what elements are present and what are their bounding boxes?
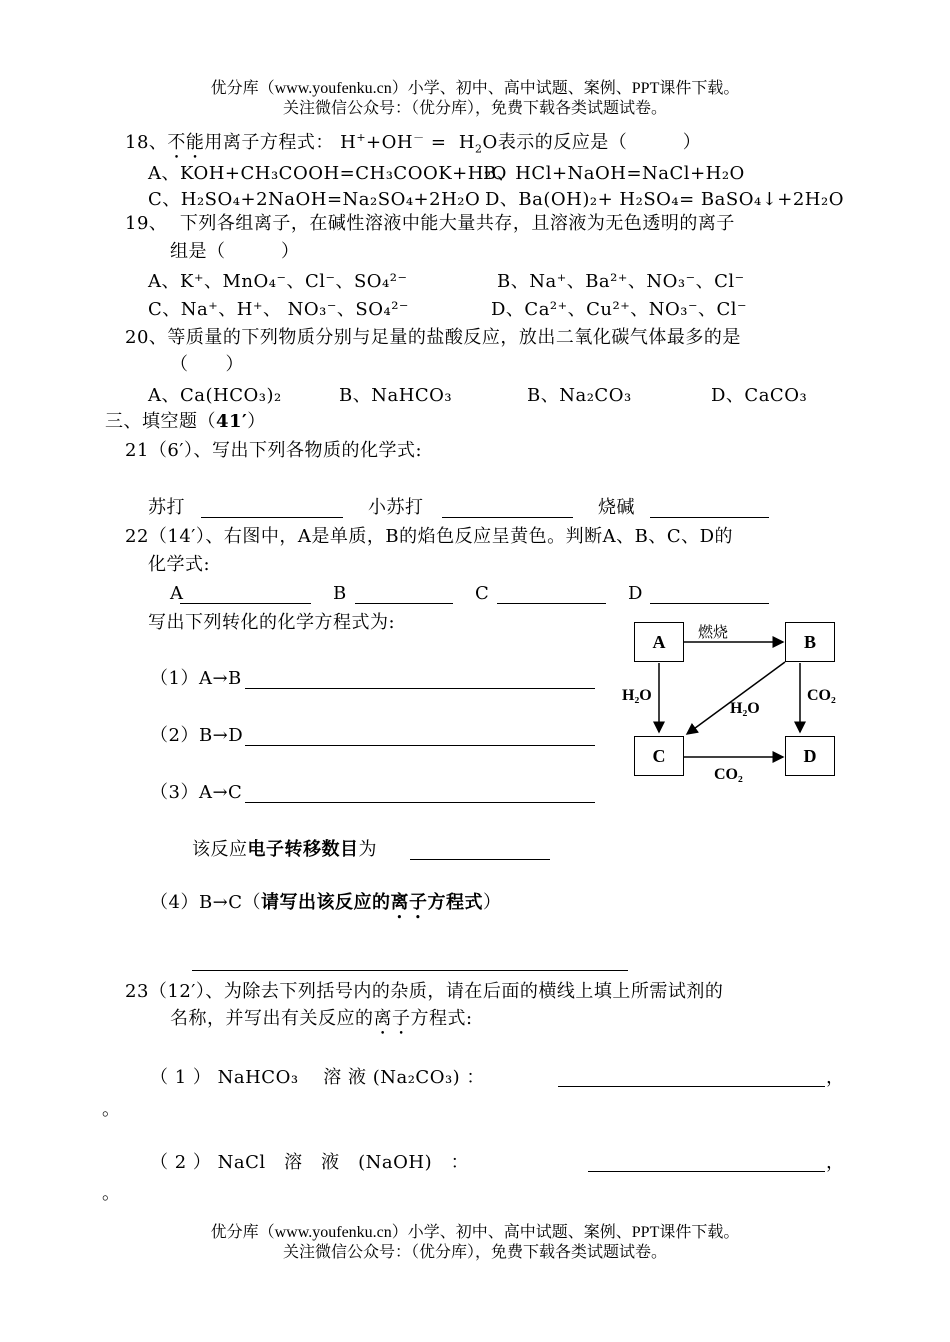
q22-blank-a[interactable] [180, 603, 311, 604]
q22-blank-item-2[interactable] [245, 745, 595, 746]
q23-stem-2-pre: 名称，并写出有关反应的 [170, 1008, 374, 1029]
q23-item-2-comma: ， [826, 1152, 845, 1173]
q19-stem-text: 下列各组离子，在碱性溶液中能大量共存，且溶液为无色透明的离子 [179, 213, 735, 234]
q19-option-c: C、Na⁺、H⁺、 NO₃⁻、SO₄²⁻ [148, 299, 409, 320]
header-line-2: 关注微信公众号：（优分库），免费下载各类试题试卷。 [282, 100, 667, 117]
q18-stem-tail: 表示的反应是（ ） [497, 132, 702, 153]
q20-stem-text: 等质量的下列物质分别与足量的盐酸反应，放出二氧化碳气体最多的是 [167, 327, 741, 348]
q20-num: 20、 [125, 327, 168, 348]
q18-num: 18、 [125, 132, 168, 153]
q19-option-b: B、Na⁺、Ba²⁺、NO₃⁻、Cl⁻ [497, 271, 745, 292]
q19-stem-2: 组是（ ） [170, 241, 300, 262]
q22-item-2: （2）B→D [150, 725, 244, 746]
label-h2o-diagonal: H₂O [730, 700, 760, 717]
q18-option-c: C、H₂SO₄+2NaOH=Na₂SO₄+2H₂O [148, 189, 481, 210]
q22-blank-electron[interactable] [410, 859, 550, 860]
q23-item-1-comma: ， [826, 1067, 845, 1088]
q22-stem-2: 化学式: [148, 554, 211, 575]
section-3-title-post: ） [247, 411, 266, 432]
section-3-title [105, 410, 266, 434]
diagram-box-c: C [634, 736, 684, 776]
q21-label-baking-soda: 小苏打 [368, 497, 424, 518]
q22-item-4-pre: （4）B→C（ [150, 892, 262, 913]
q19-option-d: D、Ca²⁺、Cu²⁺、NO₃⁻、Cl⁻ [491, 299, 747, 320]
q21-label-soda: 苏打 [148, 497, 185, 518]
q19-option-a: A、K⁺、MnO₄⁻、Cl⁻、SO₄²⁻ [148, 271, 408, 292]
q18-option-d: D、Ba(OH)₂+ H₂SO₄= BaSO₄↓+2H₂O [485, 189, 844, 210]
q22-blank-item-3[interactable] [245, 802, 595, 803]
q22-label-b: B [333, 583, 347, 604]
header-line-1: 优分库（www.youfenku.cn）小学、初中、高中试题、案例、PPT课件下载。 [210, 80, 740, 97]
q22-electron-line [192, 838, 377, 862]
q18-option-a: A、KOH+CH₃COOH=CH₃COOK+H₂O [148, 163, 507, 184]
q22-blank-d[interactable] [650, 603, 769, 604]
q22-item-3: （3）A→C [150, 782, 243, 803]
q21-stem: 21（6′）、写出下列各物质的化学式: [125, 440, 423, 461]
q20-stem-1 [125, 326, 741, 350]
q20-option-c: B、Na₂CO₃ [527, 385, 632, 406]
footer-line-1: 优分库（www.youfenku.cn）小学、初中、高中试题、案例、PPT课件下载。 [210, 1224, 740, 1241]
q22-blank-c[interactable] [497, 603, 606, 604]
diagram-box-a: A [634, 622, 684, 662]
q22-item-4-bold-1: 请写出该反应的 [261, 892, 391, 913]
q22-blank-b[interactable] [355, 603, 453, 604]
q20-option-d: D、CaCO₃ [711, 385, 808, 406]
q22-prompt: 写出下列转化的化学方程式为: [148, 612, 396, 633]
q22-item-4-bold-2: 方程式 [427, 892, 484, 913]
q22-electron-bold: 电子转移数目 [247, 839, 359, 860]
q22-electron-post: 为 [358, 839, 377, 860]
q23-stem-2-post: 方程式: [410, 1008, 473, 1029]
q22-item-4-emphasis: 离子 [390, 892, 428, 913]
q18-stem [125, 131, 701, 163]
q22-stem-1: 22（14′）、右图中，A是单质，B的焰色反应呈黄色。判断A、B、C、D的 [125, 526, 734, 547]
q18-emphasis: 不能 [167, 132, 205, 153]
q21-label-caustic-soda: 烧碱 [598, 497, 635, 518]
section-3-title-pre: 三、填空题（ [105, 411, 216, 432]
q23-item-2-period: 。 [102, 1183, 121, 1204]
q22-blank-item-4[interactable] [192, 970, 628, 971]
q19-num: 19、 [125, 213, 168, 234]
label-co2-right: CO₂ [807, 687, 836, 704]
q22-item-1: （1）A→B [150, 668, 242, 689]
q23-item-2: （ 2 ） NaCl 溶 液 (NaOH) ： [150, 1152, 470, 1173]
label-h2o-left: H₂O [622, 687, 652, 704]
q21-blank-caustic-soda[interactable] [650, 517, 769, 518]
q23-stem-2 [170, 1007, 473, 1039]
q22-item-4-post: ） [483, 892, 502, 913]
q20-option-b: B、NaHCO₃ [339, 385, 453, 406]
q18-option-b: B、HCl+NaOH=NaCl+H₂O [483, 163, 745, 184]
diagram-box-d: D [785, 736, 835, 776]
q22-electron-pre: 该反应 [192, 839, 248, 860]
q22-label-c: C [475, 583, 490, 604]
reaction-diagram [615, 612, 865, 792]
q23-stem-1: 23（12′）、为除去下列括号内的杂质，请在后面的横线上填上所需试剂的 [125, 981, 724, 1002]
q22-label-a: A [170, 583, 184, 604]
section-3-score: 41′ [216, 411, 248, 432]
q18-stem-text: 用离子方程式： [204, 132, 334, 153]
q22-item-4 [150, 891, 502, 923]
diagram-box-b: B [785, 622, 835, 662]
arrow-b-to-c [687, 662, 785, 734]
q20-stem-2: （ ） [170, 354, 244, 375]
footer-line-2: 关注微信公众号：（优分库），免费下载各类试题试卷。 [282, 1244, 667, 1261]
q23-blank-item-2[interactable] [588, 1171, 825, 1172]
q22-label-d: D [628, 583, 643, 604]
q23-emphasis: 离子 [373, 1008, 411, 1029]
q21-blank-soda[interactable] [201, 517, 343, 518]
label-burn: 燃烧 [698, 623, 729, 641]
q23-item-1: （ 1 ） NaHCO₃ 溶 液 (Na₂CO₃) ： [150, 1067, 485, 1088]
q19-stem-1 [125, 212, 735, 236]
q20-option-a: A、Ca(HCO₃)₂ [148, 385, 282, 406]
q18-equation: $H^++OH^- = H_2O$ [333, 131, 498, 156]
q22-blank-item-1[interactable] [245, 688, 595, 689]
q23-blank-item-1[interactable] [558, 1086, 825, 1087]
q21-blank-baking-soda[interactable] [442, 517, 573, 518]
label-co2-bottom: CO₂ [714, 766, 743, 783]
q23-item-1-period: 。 [102, 1099, 121, 1120]
